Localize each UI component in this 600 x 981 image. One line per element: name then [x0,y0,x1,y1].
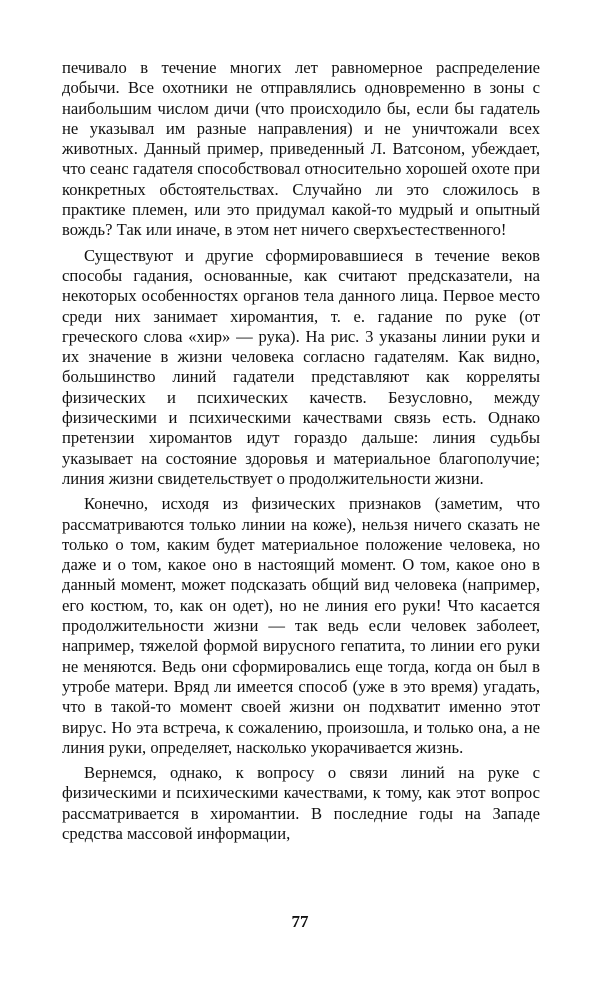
page-body [62,58,540,849]
paragraph-2: Существуют и другие сформировавшиеся в течение веков способы гадания, основанные, как считают предсказатели, на некоторых особенностях органов тела данного лица. Первое место среди них занимает хиромантия, т. е. гадание по руке (от греческого слова «хир» — рука). На рис. 3 указаны линии руки и их значение в жизни человека согласно гадателям. Как видно, большинство линий гадатели представляют как корреляты физических и психических качеств. Безусловно, между физическими и психическими качествами связь есть. Однако претензии хиромантов идут гораздо дальше: линия судьбы указывает на состояние здоровья и материальное благополучие; линия жизни свидетельствует о продолжительности жизни. [62,245,540,488]
paragraph-3: Конечно, исходя из физических признаков (заметим, что рассматриваются только линии на коже), нельзя ничего сказать не только о том, каким будет материальное положение человека, но даже и о том, какое оно в настоящий момент. О том, какое оно в данный момент, может подсказать общий вид человека (например, его костюм, то, как он одет), но не линия его руки! Что касается продолжительности жизни — так ведь если человек заболеет, например, тяжелой формой вирусного гепатита, то линии его руки не меняются. Ведь они сформировались еще тогда, когда он был в утробе матери. Вряд ли имеется способ (уже в это время) угадать, что в такой-то момент своей жизни он подхватит именно этот вирус. Но эта встреча, к сожалению, произошла, и только она, а не линия руки, определяет, насколько укорачивается жизнь. [62,494,540,757]
paragraph-1: печивало в течение многих лет равномерное распределение добычи. Все охотники не отправлялись одновременно в зоны с наибольшим числом дичи (что происходило бы, если бы гадатель не указывал им разные направления) и не уничтожали всех животных. Данный пример, приведенный Л. Ватсоном, убеждает, что сеанс гадателя способствовал относительно хорошей охоте при конкретных обстоятельствах. Случайно ли это сложилось в практике племен, или это придумал какой-то мудрый и опытный вождь? Так или иначе, в этом нет ничего сверхъестественного! [62,58,540,240]
page-number: 77 [291,912,309,931]
paragraph-4: Вернемся, однако, к вопросу о связи линий на руке с физическими и психическими качествами, к тому, как этот вопрос рассматривается в хиромантии. В последние годы на Западе средства массовой информации, [62,763,540,843]
